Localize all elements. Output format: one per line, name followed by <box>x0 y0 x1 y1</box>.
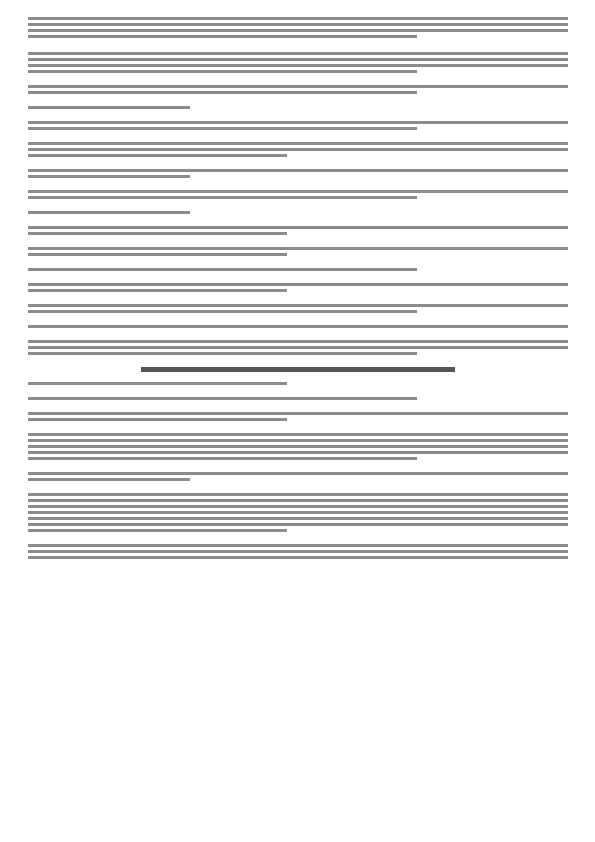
item-heading <box>28 106 568 109</box>
paragraph <box>28 247 568 256</box>
paragraph <box>28 433 568 460</box>
paragraph <box>28 268 568 271</box>
paragraph <box>28 85 568 94</box>
item-heading <box>28 382 568 385</box>
paragraph <box>28 412 568 421</box>
paragraph <box>28 283 568 292</box>
paragraph <box>28 544 568 559</box>
paragraph <box>28 472 568 481</box>
paragraph <box>28 325 568 328</box>
item-heading <box>28 211 568 214</box>
paragraph <box>28 52 568 73</box>
paragraph <box>28 493 568 532</box>
paragraph <box>28 169 568 178</box>
paragraph <box>28 226 568 235</box>
item-heading <box>28 340 568 355</box>
paragraph <box>28 190 568 199</box>
item-heading <box>28 304 568 313</box>
document-body <box>28 14 568 562</box>
paragraph <box>28 17 568 38</box>
paragraph <box>28 121 568 130</box>
section-heading <box>28 367 568 372</box>
paragraph <box>28 142 568 157</box>
paragraph <box>28 397 568 400</box>
